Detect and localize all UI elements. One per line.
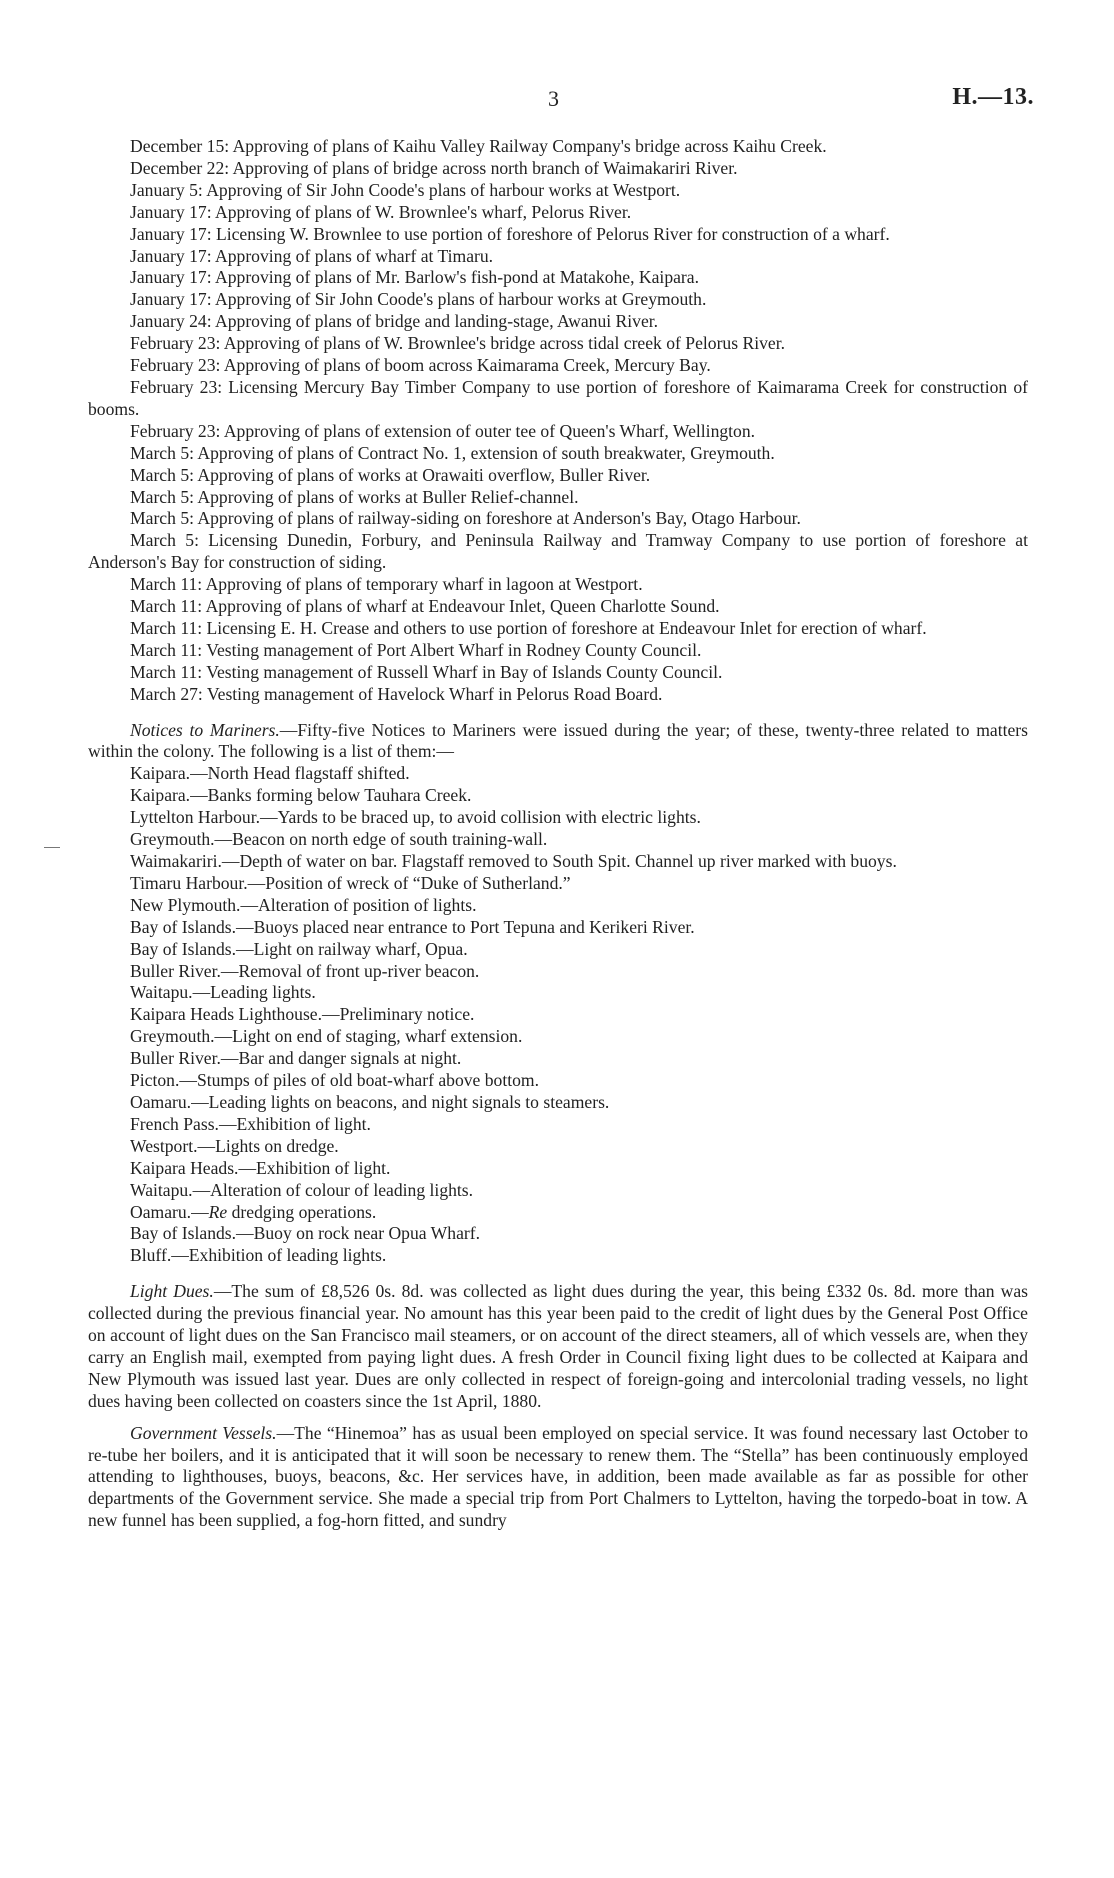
list-item: Westport.—Lights on dredge.	[130, 1135, 339, 1156]
list-item	[88, 1202, 1028, 1224]
list-item: January 17: Approving of Sir John Coode's plans of harbour works at Greymouth.	[130, 289, 707, 310]
notices-list	[88, 763, 1028, 1201]
notices-list-tail	[88, 1223, 1028, 1267]
list-item: March 5: Licensing Dunedin, Forbury, and Peninsula Railway and Tramway Company to use portion of foreshore at Anderson's Bay for construction of siding.	[88, 530, 1028, 573]
list-item: February 23: Approving of plans of boom across Kaimarama Creek, Mercury Bay.	[130, 355, 711, 376]
government-vessels-text: —The “Hinemoa” has as usual been employed on special service. It was found necessary last October to re-tube her boilers, and it is anticipated that it will soon be necessary to renew them. The “Stella” has been continuously employed attending to lighthouses, buoys, beacons, &c. Her services have, in addition, been made available as far as possible for other departments of the Government service. She made a special trip from Port Chalmers to Lyttelton, having the torpedo-boat in tow. A new funnel has been supplied, a fog-horn fitted, and sundry	[88, 1422, 1028, 1531]
list-item: Buller River.—Removal of front up-river beacon.	[130, 960, 480, 981]
list-item: Bluff.—Exhibition of leading lights.	[130, 1245, 387, 1266]
list-item: March 5: Approving of plans of Contract No. 1, extension of south breakwater, Greymouth.	[130, 442, 775, 463]
list-item: Oamaru.—Leading lights on beacons, and night signals to steamers.	[130, 1091, 610, 1112]
list-item: March 5: Approving of plans of works at Orawaiti overflow, Buller River.	[130, 464, 651, 485]
list-item: March 11: Approving of plans of wharf at Endeavour Inlet, Queen Charlotte Sound.	[130, 596, 720, 617]
list-item: Waitapu.—Leading lights.	[130, 982, 316, 1003]
oamaru-re: Re	[208, 1201, 228, 1222]
list-item: February 23: Approving of plans of extension of outer tee of Queen's Wharf, Wellington.	[130, 420, 756, 441]
list-item: February 23: Licensing Mercury Bay Timber Company to use portion of foreshore of Kaimarama Creek for construction of booms.	[88, 376, 1028, 419]
list-item: March 11: Vesting management of Russell Wharf in Bay of Islands County Council.	[130, 661, 723, 682]
light-dues-text: —The sum of £8,526 0s. 8d. was collected as light dues during the year, this being £332 0s. 8d. more than was collected during the previous financial year. No amount has this year been paid to the credit of light dues by the General Post Office on account of light dues on the San Francisco mail steamers, or on account of the direct steamers, all of which vessels are, when they carry an English mail, exempted from paying light dues. A fresh Order in Council fixing light dues to be collected at Kaipara and New Plymouth was issued last year. Dues are only collected in respect of foreign-going and intercolonial trading vessels, no light dues having been collected on coasters since the 1st April, 1880.	[88, 1281, 1028, 1411]
list-item: Kaipara.—North Head flagstaff shifted.	[130, 763, 410, 784]
approvals-list	[88, 136, 1028, 706]
page-body	[88, 136, 1028, 1532]
light-dues-paragraph	[88, 1281, 1028, 1412]
list-item: January 17: Licensing W. Brownlee to use portion of foreshore of Pelorus River for construction of a wharf.	[130, 223, 890, 244]
list-item: Timaru Harbour.—Position of wreck of “Duke of Sutherland.”	[130, 872, 571, 893]
document-reference: H.—13.	[952, 84, 1034, 110]
oamaru-rest: dredging operations.	[227, 1201, 377, 1222]
list-item: French Pass.—Exhibition of light.	[130, 1113, 371, 1134]
government-vessels-paragraph	[88, 1423, 1028, 1533]
list-item: December 15: Approving of plans of Kaihu Valley Railway Company's bridge across Kaihu Creek.	[130, 136, 827, 156]
list-item: March 11: Approving of plans of temporary wharf in lagoon at Westport.	[130, 574, 643, 595]
oamaru-place: Oamaru.—	[130, 1201, 209, 1222]
list-item: Kaipara Heads.—Exhibition of light.	[130, 1157, 391, 1178]
list-item: Greymouth.—Light on end of staging, wharf extension.	[130, 1026, 523, 1047]
list-item: Bay of Islands.—Buoys placed near entrance to Port Tepuna and Kerikeri River.	[130, 916, 695, 937]
notices-intro	[88, 720, 1028, 764]
light-dues-heading: Light Dues.	[130, 1281, 214, 1302]
list-item: January 17: Approving of plans of Mr. Barlow's fish-pond at Matakohe, Kaipara.	[130, 267, 699, 288]
list-item: March 5: Approving of plans of railway-siding on foreshore at Anderson's Bay, Otago Harbour.	[130, 508, 801, 529]
government-vessels-heading: Government Vessels.	[130, 1422, 277, 1443]
list-item: Picton.—Stumps of piles of old boat-wharf above bottom.	[130, 1070, 540, 1091]
list-item: Buller River.—Bar and danger signals at night.	[130, 1048, 462, 1069]
list-item: Bay of Islands.—Buoy on rock near Opua Wharf.	[130, 1223, 480, 1244]
list-item: Kaipara Heads Lighthouse.—Preliminary notice.	[130, 1004, 475, 1025]
list-item: Waimakariri.—Depth of water on bar. Flagstaff removed to South Spit. Channel up river marked with buoys.	[130, 851, 897, 871]
list-item: Waitapu.—Alteration of colour of leading lights.	[130, 1179, 474, 1200]
notices-list-oamaru	[88, 1202, 1028, 1224]
list-item: January 17: Approving of plans of wharf at Timaru.	[130, 245, 494, 266]
list-item: February 23: Approving of plans of W. Brownlee's bridge across tidal creek of Pelorus River.	[130, 333, 785, 354]
list-item: March 27: Vesting management of Havelock Wharf in Pelorus Road Board.	[130, 683, 663, 704]
list-item: January 5: Approving of Sir John Coode's plans of harbour works at Westport.	[130, 179, 681, 200]
list-item: Bay of Islands.—Light on railway wharf, Opua.	[130, 938, 468, 959]
notices-section	[88, 720, 1028, 1268]
list-item: December 22: Approving of plans of bridge across north branch of Waimakariri River.	[130, 157, 738, 178]
list-item: Greymouth.—Beacon on north edge of south training-wall.	[130, 829, 548, 850]
notices-intro-text: —Fifty-five Notices to Mariners were issued during the year; of these, twenty-three related to matters within the colony. The following is a list of them:—	[88, 719, 1028, 762]
list-item: New Plymouth.—Alteration of position of lights.	[130, 894, 477, 915]
margin-mark	[44, 847, 60, 848]
page-number: 3	[548, 86, 559, 111]
list-item: January 24: Approving of plans of bridge and landing-stage, Awanui River.	[130, 311, 659, 332]
list-item: March 5: Approving of plans of works at Buller Relief-channel.	[130, 486, 579, 507]
list-item: March 11: Licensing E. H. Crease and others to use portion of foreshore at Endeavour Inlet for erection of wharf.	[130, 617, 927, 638]
list-item: March 11: Vesting management of Port Albert Wharf in Rodney County Council.	[130, 639, 702, 660]
list-item: January 17: Approving of plans of W. Brownlee's wharf, Pelorus River.	[130, 201, 632, 222]
list-item: Kaipara.—Banks forming below Tauhara Creek.	[130, 785, 472, 806]
list-item: Lyttelton Harbour.—Yards to be braced up, to avoid collision with electric lights.	[130, 807, 701, 828]
notices-heading: Notices to Mariners.	[130, 719, 280, 740]
